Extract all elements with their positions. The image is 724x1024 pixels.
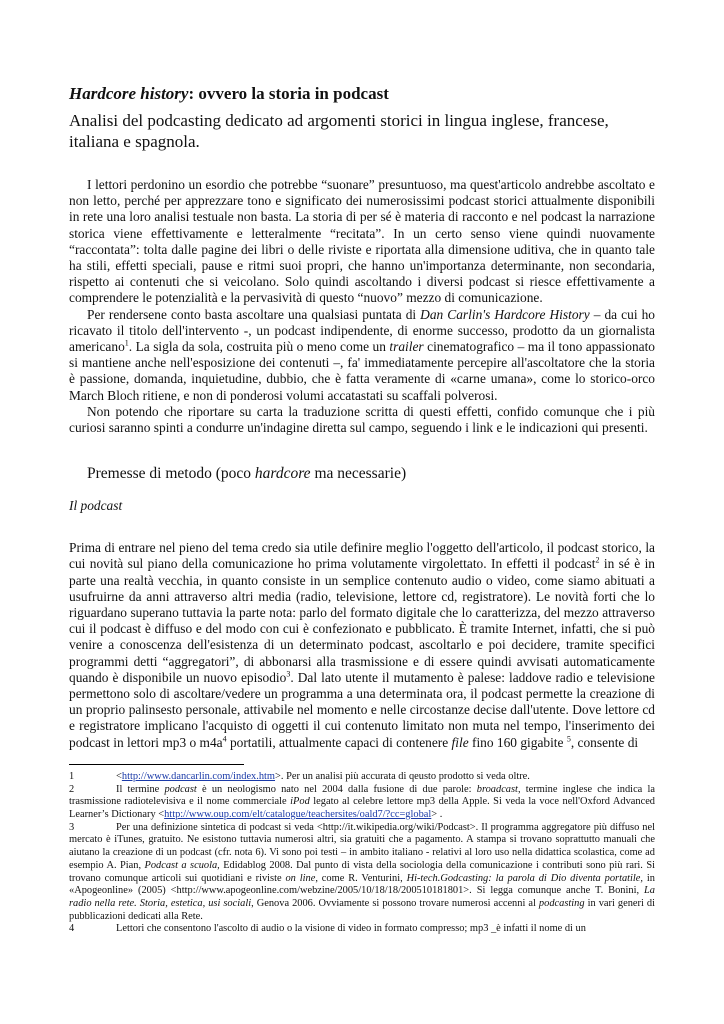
footnote-2: 2 Il termine podcast è un neologismo nato nel 2004 dalla fusione di due parole: broadcast, termine inglese che indica la trasmissione radiotelevisiva e il nome commerciale iPod legato al celebre lettore mp3 della Apple. Si veda la voce nell'Oxford Advanced Learner’s Dictionary <http://www.oup.com/elt/catalogue/teachersites/oald7/?cc=global> . bbox=[69, 783, 655, 820]
title-rest: : ovvero la storia in podcast bbox=[188, 84, 389, 103]
footnote-divider bbox=[69, 764, 244, 765]
footnote-ref-3[interactable]: 3 bbox=[286, 669, 291, 679]
intro-paragraph-3: Non potendo che riportare su carta la traduzione scritta di questi effetti, confido comunque che i più curiosi saranno spinti a condurre un'indagine diretta sul campo, seguendo i link e le indicazioni qui presenti. bbox=[69, 403, 655, 436]
footnote-2-link[interactable]: http://www.oup.com/elt/catalogue/teachersites/oald7/?cc=global bbox=[164, 809, 432, 820]
footnotes bbox=[69, 771, 655, 936]
footnote-1-link[interactable]: http://www.dancarlin.com/index.htm bbox=[121, 770, 276, 782]
article-title bbox=[69, 84, 655, 104]
intro-paragraph-2: Per rendersene conto basta ascoltare una qualsiasi puntata di Dan Carlin's Hardcore History – da cui ho ricavato il titolo dell'intervento -, un podcast indipendente, di enorme successo, prodotto da un giornalista americano$^1$. La sigla da sola, costruita più o meno come un trailer cinematografico – ma il tono appassionato si mantiene anche nell'esposizione dei contenuti –, fa' immediatamente percepire all'ascoltatore che la storia è passione, domanda, inquietudine, dubbio, che è fatta veramente di «carne umana», come lo storico-orco March Bloch ritiene, e non di ponderosi volumi accatastati su scaffali polverosi. bbox=[69, 306, 655, 403]
footnote-ref-5[interactable]: 5 bbox=[566, 734, 571, 744]
footnote-ref-2[interactable]: 2 bbox=[595, 555, 600, 565]
footnote-3: 3 Per una definizione sintetica di podcast si veda <http://it.wikipedia.org/wiki/Podcast>. Il programma aggregatore più diffuso nel mercato è iTunes, gratuito. Ne esistono tuttavia numerosi altri, sia gratuiti che a pagamento. A stampa si trovano soprattutto manuali che aiutano la creazione di un podcast (cfr. nota 6). Vi sono poi testi – in ambito italiano - relativi al loro uso nella didattica scolastica, come ad esempio A. Pian, Podcast a scuola, Edidablog 2008. Dal punto di vista della sociologia della comunicazione i contributi sono più rari. Si trovano comunque articoli sui quotidiani e riviste on line, come R. Venturini, Hi-tech.Godcasting: la parola di Dio diventa portatile, in «Apogeonline» (2005) <http://www.apogeonline.com/webzine/2005/10/18/18/200510181801>. Si legga comunque anche T. Bonini, La radio nella rete. Storia, estetica, usi sociali, Genova 2006. Ovviamente si possono trovare numerosi accenni al podcasting in vari generi di pubblicazioni dedicati alla Rete. bbox=[69, 821, 655, 922]
title-italic: Hardcore history bbox=[69, 84, 189, 103]
footnote-4: 4 Lettori che consentono l'ascolto di audio o la visione di video in formato compresso; mp3 _è infatti il nome di un bbox=[69, 923, 586, 935]
subsection-heading: Il podcast bbox=[69, 498, 123, 514]
body-paragraph: Prima di entrare nel pieno del tema credo sia utile definire meglio l'oggetto dell'articolo, il podcast storico, la cui novità sul piano della comunicazione ho prima volutamente virgolettato. In effetti il podcast$^2$ in sé è in parte una realtà vecchia, in quanto consiste in un semplice contenuto audio o video, come siamo abituati a usufruirne da anni attraverso altri media (radio, televisione, lettore cd, registratore). Le novità forti che lo riguardano superano tuttavia la parte nota: parlo del formato digitale che lo caratterizza, del mezzo attraverso cui il podcast è diffuso e del modo con cui è confezionato e pubblicato. È tramite Internet, infatti, che si può venire a conoscenza dell'esistenza di un determinato podcast, ascoltarlo e poi decidere, tramite specifici programmi detti “aggregatori”, di abbonarsi alla trasmissione e di essere quindi avvisati automaticamente quando è disponibile un nuovo episodio$^3$. Dal lato utente il mutamento è palese: laddove radio e televisione permettono solo di ascoltare/vedere un programma a una determinata ora, il podcast permette la creazione di un proprio palinsesto personale, attivabile nel momento e nelle circostanze decise dall'utente. Dove lettore cd e registratore implicano l'acquisto di oggetti il cui contenuto limitato non muta nel tempo, l'inserimento dei podcast in lettori mp3 o $m4a^4$ portatili, attualmente capaci di contenere file fino 160 gigabite $^5$, consente di bbox=[69, 540, 656, 750]
document-page bbox=[69, 84, 655, 936]
footnote-1: 1 <http://www.dancarlin.com/index.htm>. Per un analisi più accurata di qeusto prodotto si veda oltre. bbox=[69, 770, 530, 782]
footnote-ref-1[interactable]: 1 bbox=[124, 338, 129, 348]
section-heading: Premesse di metodo (poco hardcore ma necessarie) bbox=[87, 465, 407, 483]
article-subtitle: Analisi del podcasting dedicato ad argomenti storici in lingua inglese, francese, italiana e spagnola. bbox=[69, 111, 609, 151]
intro-paragraph-1: I lettori perdonino un esordio che potrebbe “suonare” presuntuoso, ma quest'articolo andrebbe ascoltato e non letto, perché per apprezzare tono e significato dei numerosissimi podcast storici attualmente disponibili in rete una loro analisi testuale non basta. La storia di per sé è materia di racconto e nel podcast la narrazione storica viene effettivamente e letteralmente “recitata”. In un certo senso viene quindi nuovamente “raccontata”: tolta dalle pagine dei libri o delle riviste e riportata alla dimensione uditiva, che in quanto tale ha stili, effetti speciali, pause e ritmi suoi propri, che hanno un'importanza determinante, non secondaria, rispetto ai contenuti che si veicolano. Solo quindi ascoltando i diversi podcast si riesce effettivamente a comprendere le potenzialità e la pervasività di questo “nuovo” mezzo di comunicazione. bbox=[69, 177, 655, 306]
footnote-ref-4[interactable]: 4 bbox=[222, 734, 227, 744]
